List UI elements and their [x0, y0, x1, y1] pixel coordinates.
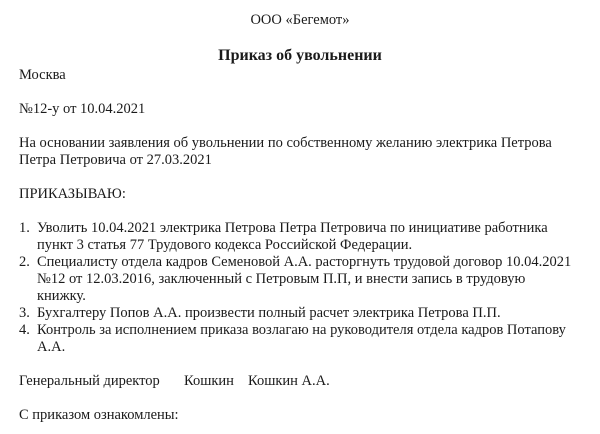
order-item-line: №12 от 12.03.2016, заключенный с Петровым П.П, и внести запись в трудовую [37, 271, 526, 287]
basis-line-1: На основании заявления об увольнении по собственному желанию электрика Петрова [19, 135, 552, 151]
signatory-role: Генеральный директор [19, 373, 160, 389]
order-item-line: А.А. [37, 339, 66, 355]
order-item-line: книжку. [37, 288, 86, 304]
order-item-text [37, 220, 548, 254]
basis-line-2: Петра Петровича от 27.03.2021 [19, 152, 212, 168]
order-item-number: 2. [19, 254, 30, 270]
order-item-text [37, 305, 501, 322]
order-item-text [37, 322, 566, 356]
order-item-number: 4. [19, 322, 30, 338]
organization-name: ООО «Бегемот» [250, 12, 350, 28]
order-item-number: 3. [19, 305, 30, 321]
order-item-number: 1. [19, 220, 30, 236]
order-item-text [37, 254, 571, 305]
signatory-name: Кошкин А.А. [248, 373, 330, 389]
order-word: ПРИКАЗЫВАЮ: [19, 186, 126, 202]
document-title: Приказ об увольнении [218, 47, 382, 64]
order-item-line: Бухгалтеру Попов А.А. произвести полный расчет электрика Петрова П.П. [37, 305, 501, 321]
order-item-line: Специалисту отдела кадров Семеновой А.А. расторгнуть трудовой договор 10.04.2021 [37, 254, 572, 270]
city: Москва [19, 67, 66, 83]
order-item-line: Уволить 10.04.2021 электрика Петрова Петра Петровича по инициативе работника [37, 220, 548, 236]
signatory-sign: Кошкин [184, 373, 234, 389]
order-item-line: Контроль за исполнением приказа возлагаю на руководителя отдела кадров Потапову [37, 322, 566, 338]
signature-block [19, 373, 330, 390]
order-item-line: пункт 3 статья 77 Трудового кодекса Российской Федерации. [37, 237, 413, 253]
acknowledgement: С приказом ознакомлены: [19, 407, 179, 423]
order-number: №12-у от 10.04.2021 [19, 101, 146, 117]
